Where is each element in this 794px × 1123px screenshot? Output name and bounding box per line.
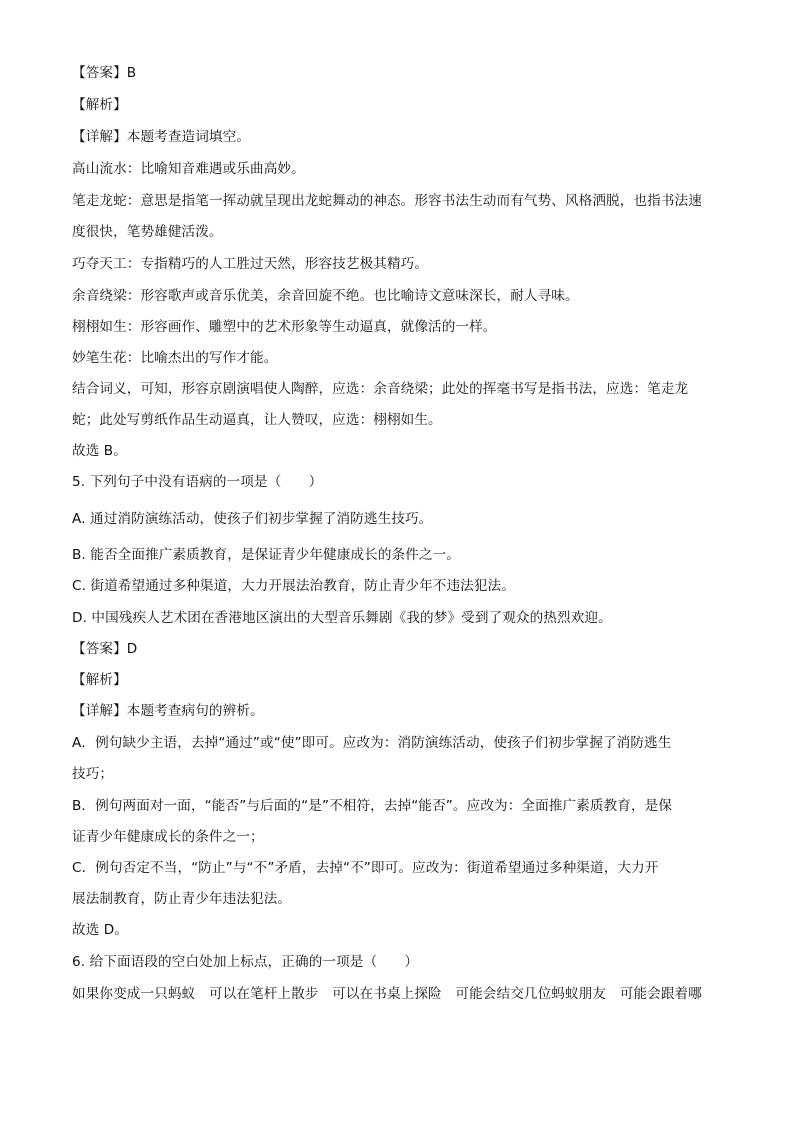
analysis-conclusion-line1: 结合词义，可知，形容京剧演唱使人陶醉，应选：余音绕梁；此处的挥毫书写是指书法，应选：笔走龙 [72, 381, 689, 397]
question-5-option-c: C. 街道希望通过多种渠道，大力开展法治教育，防止青少年不违法犯法。 [72, 578, 515, 594]
explanation-b-line1: B．例句两面对一面，“能否”与后面的“是”不相符，去掉“能否”。应改为：全面推广素质教育，是保 [72, 798, 673, 814]
explanation-a-line1: A．例句缺少主语，去掉“通过”或“使”即可。应改为：消防演练活动，使孩子们初步掌握了消防逃生 [72, 735, 672, 751]
question-5-option-b: B. 能否全面推广素质教育，是保证青少年健康成长的条件之一。 [72, 547, 460, 563]
detail-intro-q4: 【详解】本题考查造词填空。 [72, 129, 251, 145]
choice-b-conclusion: 故选 B。 [72, 443, 127, 459]
idiom-yuyinraoliang: 余音绕梁：形容歌声或音乐优美，余音回旋不绝。也比喻诗文意味深长，耐人寻味。 [72, 288, 579, 304]
analysis-conclusion-line2: 蛇；此处写剪纸作品生动逼真，让人赞叹，应选：栩栩如生。 [72, 412, 442, 428]
analysis-label-q4: 【解析】 [72, 97, 127, 113]
idiom-gaoshanliushui: 高山流水：比喻知音难遇或乐曲高妙。 [72, 161, 305, 177]
explanation-c-line1: C．例句否定不当，“防止”与“不”矛盾，去掉“不”即可。应改为：街道希望通过多种渠道，大力开 [72, 860, 659, 876]
idiom-bizoulongshe-line1: 笔走龙蛇：意思是指笔一挥动就呈现出龙蛇舞动的神态。形容书法生动而有气势、风格洒脱，也指书法速 [72, 193, 702, 209]
detail-intro-q5: 【详解】本题考查病句的辨析。 [72, 703, 264, 719]
question-6-passage-line1: 如果你变成一只蚂蚁 可以在笔杆上散步 可以在书桌上探险 可能会结交几位蚂蚁朋友 可能会跟着哪 [72, 986, 702, 1002]
question-6-stem: 6. 给下面语段的空白处加上标点，正确的一项是（ ） [72, 954, 419, 970]
idiom-miaobishenghua: 妙笔生花：比喻杰出的写作才能。 [72, 350, 278, 366]
idiom-xuxurusheng: 栩栩如生：形容画作、雕塑中的艺术形象等生动逼真，就像活的一样。 [72, 319, 497, 335]
explanation-b-line2: 证青少年健康成长的条件之一； [72, 829, 264, 845]
question-5-stem: 5. 下列句子中没有语病的一项是（ ） [72, 474, 323, 490]
analysis-label-q5: 【解析】 [72, 672, 127, 688]
idiom-bizoulongshe-line2: 度很快，笔势雄健活泼。 [72, 224, 223, 240]
idiom-qiaoduotiangong: 巧夺天工：专指精巧的人工胜过天然，形容技艺极其精巧。 [72, 256, 429, 272]
explanation-a-line2: 技巧； [72, 766, 114, 782]
explanation-c-line2: 展法制教育，防止青少年违法犯法。 [72, 891, 292, 907]
answer-label-q4: 【答案】B [72, 65, 137, 81]
choice-d-conclusion: 故选 D。 [72, 922, 129, 938]
answer-label-q5: 【答案】D [72, 641, 138, 657]
question-5-option-d: D. 中国残疾人艺术团在香港地区演出的大型音乐舞剧《我的梦》受到了观众的热烈欢迎。 [72, 610, 612, 626]
question-5-option-a: A. 通过消防演练活动，使孩子们初步掌握了消防逃生技巧。 [72, 511, 433, 527]
